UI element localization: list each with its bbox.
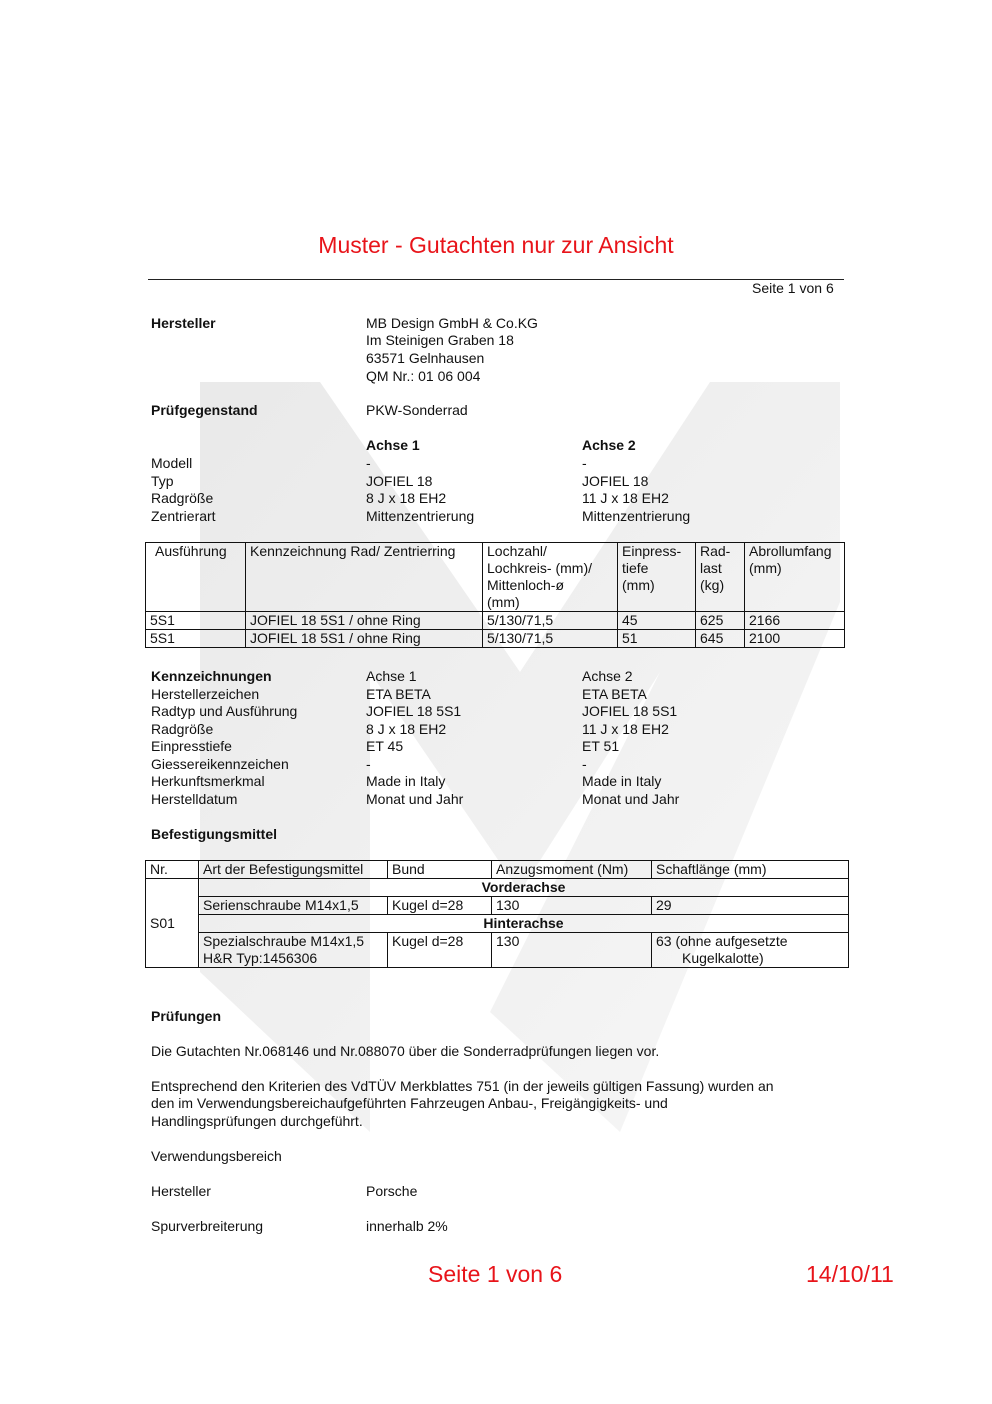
track-widening-value: innerhalb 2% [366, 1218, 448, 1234]
draft-watermark-title: Muster - Gutachten nur zur Ansicht [318, 232, 674, 258]
marking-axle-1-value: ET 45 [366, 738, 404, 754]
manufacturer-line: MB Design GmbH & Co.KG [366, 315, 538, 331]
axle-row-label: Modell [151, 455, 193, 471]
variants-table [145, 542, 845, 648]
marking-axle-2-value: - [582, 756, 587, 772]
marking-axle-2-value: ETA BETA [582, 686, 647, 702]
col-header-type: Art der Befestigungsmittel [199, 861, 388, 879]
marking-axle-1-value: JOFIEL 18 5S1 [366, 703, 462, 719]
track-widening-label: Spurverbreiterung [151, 1218, 264, 1234]
cell-torque: 130 [492, 897, 652, 915]
marking-axle-1-value: Made in Italy [366, 773, 446, 789]
table-row [146, 897, 849, 915]
fasteners-table [145, 860, 849, 968]
cell-type: Serienschraube M14x1,5 [199, 897, 388, 915]
cell-marking: JOFIEL 18 5S1 / ohne Ring [246, 630, 483, 648]
table-row [146, 612, 845, 630]
marking-axle-1-value: Monat und Jahr [366, 791, 464, 807]
cell-circumference: 2100 [745, 630, 845, 648]
marking-axle-2-value: Made in Italy [582, 773, 662, 789]
axle-2-header: Achse 2 [582, 437, 636, 453]
marking-row-label: Herstellerzeichen [151, 686, 260, 702]
front-axle-heading: Vorderachse [199, 879, 849, 897]
axle-1-value: - [366, 455, 371, 471]
marking-axle-2-value: ET 51 [582, 738, 620, 754]
markings-axle-2-header: Achse 2 [582, 668, 633, 684]
col-header-circumference: Abrollumfang (mm) [745, 543, 845, 612]
marking-axle-2-value: Monat und Jahr [582, 791, 680, 807]
manufacturer-line: 63571 Gelnhausen [366, 350, 485, 366]
marking-axle-2-value: 11 J x 18 EH2 [582, 721, 669, 737]
axle-1-header: Achse 1 [366, 437, 420, 453]
marking-row-label: Herkunftsmerkmal [151, 773, 265, 789]
marking-row-label: Radtyp und Ausführung [151, 703, 298, 719]
manufacturer-line: Im Steinigen Graben 18 [366, 332, 514, 348]
tests-paragraph-2-line: Entsprechend den Kriterien des VdTÜV Merkblattes 751 (in der jeweils gültigen Fassung) wurden an [151, 1078, 774, 1094]
axle-2-value: Mittenzentrierung [582, 508, 691, 524]
usage-label: Verwendungsbereich [151, 1148, 282, 1164]
marking-axle-1-value: - [366, 756, 371, 772]
table-row [146, 933, 849, 968]
col-header-nr: Nr. [146, 861, 199, 879]
marking-axle-1-value: ETA BETA [366, 686, 431, 702]
footer-page: Seite 1 von 6 [428, 1261, 563, 1287]
col-header-variant: Ausführung [146, 543, 246, 612]
axle-1-value: 8 J x 18 EH2 [366, 490, 447, 506]
cell-load: 645 [696, 630, 745, 648]
test-object-label: Prüfgegenstand [151, 402, 258, 418]
col-header-marking: Kennzeichnung Rad/ Zentrierring [246, 543, 483, 612]
axle-row-label: Radgröße [151, 490, 214, 506]
marking-axle-2-value: JOFIEL 18 5S1 [582, 703, 678, 719]
cell-variant: 5S1 [146, 630, 246, 648]
tests-paragraph-1: Die Gutachten Nr.068146 und Nr.088070 über die Sonderradprüfungen liegen vor. [151, 1043, 660, 1059]
tests-label: Prüfungen [151, 1008, 221, 1024]
tests-paragraph-2-line: den im Verwendungsbereichaufgeführten Fahrzeugen Anbau-, Freigängigkeits- und [151, 1095, 668, 1111]
page-info: Seite 1 von 6 [752, 280, 834, 296]
cell-circumference: 2166 [745, 612, 845, 630]
marking-row-label: Giessereikennzeichen [151, 756, 289, 772]
cell-offset: 51 [618, 630, 696, 648]
cell-marking: JOFIEL 18 5S1 / ohne Ring [246, 612, 483, 630]
table-row [146, 630, 845, 648]
axle-2-value: JOFIEL 18 [582, 473, 649, 489]
col-header-bolt-pattern: Lochzahl/ Lochkreis- (mm)/ Mittenloch-ø (mm) [483, 543, 618, 612]
cell-offset: 45 [618, 612, 696, 630]
col-header-offset: Einpress- tiefe (mm) [618, 543, 696, 612]
col-header-torque: Anzugsmoment (Nm) [492, 861, 652, 879]
tests-paragraph-2-line: Handlingsprüfungen durchgeführt. [151, 1113, 363, 1129]
axle-2-value: 11 J x 18 EH2 [582, 490, 669, 506]
cell-bund: Kugel d=28 [388, 933, 492, 968]
axle-1-value: Mittenzentrierung [366, 508, 475, 524]
marking-row-label: Einpresstiefe [151, 738, 232, 754]
markings-label: Kennzeichnungen [151, 668, 272, 684]
header-divider [148, 279, 844, 280]
cell-bolt: 5/130/71,5 [483, 612, 618, 630]
marking-axle-1-value: 8 J x 18 EH2 [366, 721, 447, 737]
cell-torque: 130 [492, 933, 652, 968]
table-header-row [146, 543, 845, 612]
manufacturer-line: QM Nr.: 01 06 004 [366, 368, 481, 384]
markings-axle-1-header: Achse 1 [366, 668, 417, 684]
cell-variant: 5S1 [146, 612, 246, 630]
cell-load: 625 [696, 612, 745, 630]
fasteners-label: Befestigungsmittel [151, 826, 278, 842]
marking-row-label: Radgröße [151, 721, 214, 737]
cell-bund: Kugel d=28 [388, 897, 492, 915]
cell-shaft: 63 (ohne aufgesetzte Kugelkalotte) [652, 933, 849, 968]
usage-maker-value: Porsche [366, 1183, 418, 1199]
axle-row-label: Typ [151, 473, 174, 489]
table-header-row [146, 861, 849, 879]
col-header-load: Rad- last (kg) [696, 543, 745, 612]
cell-nr: S01 [146, 879, 199, 968]
manufacturer-label: Hersteller [151, 315, 216, 331]
col-header-shaft: Schaftlänge (mm) [652, 861, 849, 879]
axle-1-value: JOFIEL 18 [366, 473, 433, 489]
cell-type: Spezialschraube M14x1,5 H&R Typ:1456306 [199, 933, 388, 968]
table-row [146, 915, 849, 933]
cell-bolt: 5/130/71,5 [483, 630, 618, 648]
axle-row-label: Zentrierart [151, 508, 216, 524]
col-header-bund: Bund [388, 861, 492, 879]
footer-date: 14/10/11 [806, 1261, 894, 1287]
rear-axle-heading: Hinterachse [199, 915, 849, 933]
table-row [146, 879, 849, 897]
test-object-value: PKW-Sonderrad [366, 402, 468, 418]
marking-row-label: Herstelldatum [151, 791, 238, 807]
cell-shaft: 29 [652, 897, 849, 915]
axle-2-value: - [582, 455, 587, 471]
usage-maker-label: Hersteller [151, 1183, 211, 1199]
